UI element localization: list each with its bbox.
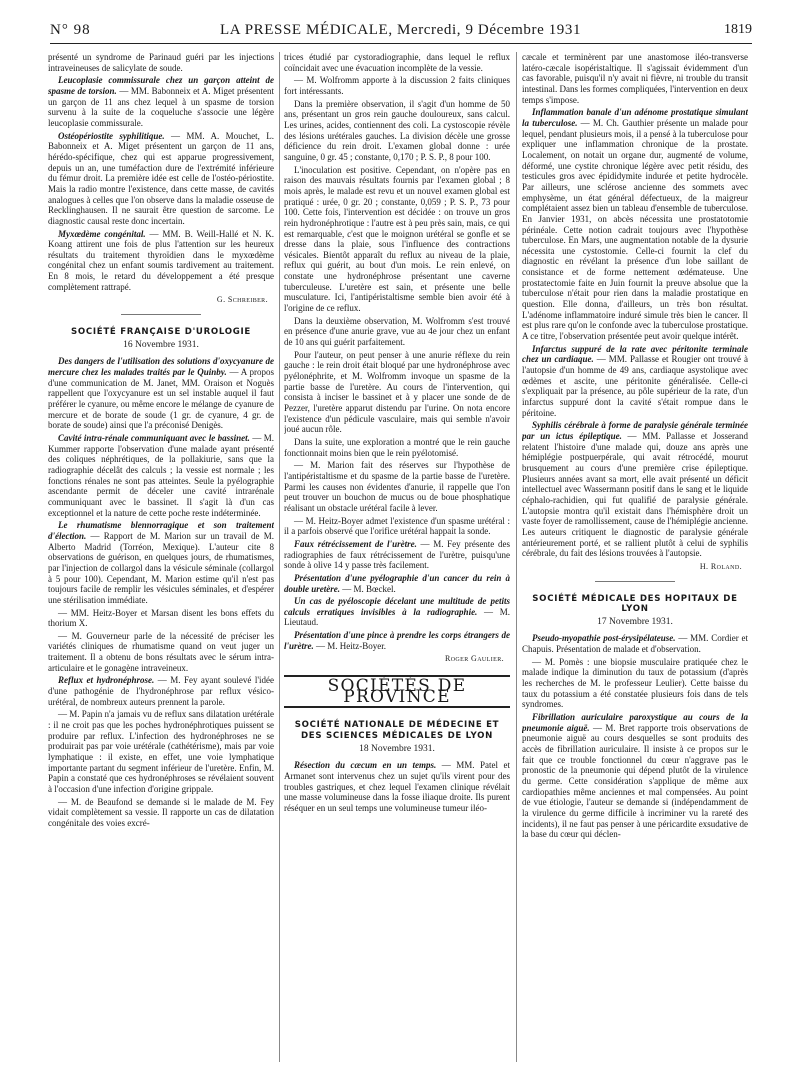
paragraph-body: — M. Bœckel.: [340, 583, 396, 594]
paragraph-body: Dans la première observation, il s'agit d'un homme de 50 ans, présentant un gros rein gauche douloureux, sans calcul. Les urines, acides, contiennent des coli. La cystoscopie révèle des lésions urétérales gauches. La division décèle une grosse déficience du rein droit. L'examen global donne : urée sanguine, 0 gr. 45 ; constante, 0,170 ; P. S. P., 8 pour 100.: [284, 98, 510, 162]
separator-rule: [595, 581, 675, 582]
paragraph: [48, 356, 274, 431]
paragraph-title: Cavité intra-rénale communiquant avec le bassinet.: [58, 433, 250, 443]
paragraph: [284, 52, 510, 73]
paragraph-body: présenté un syndrome de Parinaud guéri par les injections intraveineuses de salicylate de soude.: [48, 52, 274, 73]
paragraph-body: — MM. Heitz-Boyer et Marsan disent les bons effets du thorium X.: [48, 607, 274, 629]
section-banner: SOCIÉTÉS DE PROVINCE: [284, 675, 510, 708]
column-divider: [279, 52, 280, 1062]
paragraph-body: — M. Heitz-Boyer admet l'existence d'un spasme urétéral : il a parfois observé que l'orifice urétéral happait la sonde.: [284, 515, 510, 537]
paragraph-body: — MM. Cordier et Chapuis. Présentation de malade et d'observation.: [522, 633, 748, 655]
paragraph-title: Des dangers de l'utilisation des solutions d'oxycyanure de mercure chez les malades traités par le Quinby.: [48, 356, 274, 378]
paragraph-body: — M. Wolfromm apporte à la discussion 2 faits cliniques fort intéressants.: [284, 75, 510, 96]
paragraph-body: — M. Ch. Gauthier présente un malade pour lequel, pendant plusieurs mois, il a pensé à la tuberculose pour expliquer une inflammation chronique de la prostate. Localement, on notait un organe dur, augmenté de volume, déformé, une cystite chronique légère avec petit résidu, des testicules gros avec épididymite indurée et petite hydrocèle. Par ailleurs, une sclérose ancienne des sommets avec emphysème, un état général défectueux, de la maigreur complétaient assez bien un tableau d'ensemble de tuberculose. En Janvier 1931, on abcès nécessita une prostatotomie périnéale. Cette notion cadrait toujours avec l'hypothèse tuberculose. En Mars, une augmentation notable de la dysurie nécessita une cystostomie. Celle-ci fournit la clef du diagnostic en révélant la présence d'un lobe saillant de consistance et de forme nettement œdémateuse. Une prostatectomie faite en Juin fournit la preuve absolue que la tuberculose n'était pour rien dans la maladie prostatique en question. Elle donna, d'ailleurs, un très bon résultat. L'adénome inflammatoire induré simule très bien le cancer. Il est plus rare qu'on le confonde avec la tuberculose prostatique. A ce titre, l'observation présentée peut avoir quelque intérêt.: [522, 117, 748, 342]
author-signature: G. Schreiber.: [216, 295, 268, 305]
paragraph-title: Pseudo-myopathie post-érysipélateuse.: [532, 633, 676, 644]
paragraph: [284, 460, 510, 513]
paragraph: [522, 633, 748, 654]
paragraph-body: — M. Gouverneur parle de la nécessité de préciser les variétés cliniques de rhumatisme quand on veut juger un traitement. Il a obtenu de bons résultats avec le sérum intra-articulaire et le gonagène intraveineux.: [48, 630, 274, 673]
paragraph-body: trices étudié par cystoradiographie, dans lequel le reflux coïncidait avec une évacuation incomplète de la vessie.: [284, 52, 510, 73]
paragraph: [48, 75, 274, 128]
paragraph-body: — MM. Babonneix et A. Miget présentent un garçon de 11 ans chez lequel à un spasme de torsion survenu à la suite de la coqueluche s'associe une légère leucoplasie commissurale.: [48, 85, 274, 128]
paragraph: [522, 712, 748, 840]
paragraph-body: — M. Kummer rapporte l'observation d'une malade ayant présenté des coliques néphrétiques, de la pollakiurie, sans que la radiographie décelât des calculs ; la vessie est normale ; les fonctions rénales ne sont pas atteintes. Seule la pyélographie ascendante permit de déceler une cavité intrarénale communiquant avec le bassinet. Il s'agit là d'un cas exceptionnel et la nature de cette poche reste indéterminée.: [48, 433, 274, 518]
paragraph: [48, 433, 274, 518]
paragraph-title: Leucoplasie commissurale chez un garçon atteint de spasme de torsion.: [48, 75, 274, 96]
paragraph-title: Faux rétrécissement de l'urètre.: [294, 538, 417, 549]
society-heading: SOCIÉTÉ FRANÇAISE D'UROLOGIE: [71, 327, 251, 338]
paragraph: [284, 596, 510, 628]
paragraph-title: Reflux et hydronéphrose.: [58, 675, 155, 686]
paragraph-body: cæcale et terminèrent par une anastomose iléo-transverse latéro-cæcale isopéristaltique. Il s'agissait évidemment d'un cas favorable, puisqu'il n'y avait ni fièvre, ni trouble du transit intestinal. Dans les formes compliquées, l'intervention en deux temps s'impose.: [522, 52, 748, 105]
paragraph: [522, 420, 748, 559]
paragraph-body: — M. Pomès : une biopsie musculaire pratiquée chez le malade indique la diminution du taux de potassium (d'après les recherches de M. le professeur Leulier). Cette baisse du taux du potassium a été constatée plusieurs fois dans de tels syndromes.: [522, 656, 748, 710]
paragraph-body: — MM. Patel et Armanet sont intervenus chez un sujet qu'ils virent pour des troubles gastriques, et chez lequel l'examen clinique révélait une masse volumineuse dans la fosse iliaque droite. Ils purent réséquer en un seul temps une volumineuse tumeur iléo-: [284, 760, 510, 813]
author-signature: Roger Gaulier.: [444, 654, 504, 664]
paragraph-body: — M. Bret rapporte trois observations de pneumonie aiguë au cours desquelles se sont produits des accès de fibrillation auriculaire. Il insiste à ce propos sur le fait que ce trouble fonctionnel du cœur n'aggrave pas le pronostic de la pneumonie qui dépend plutôt de la virulence du germe. Cette considération s'applique de même aux cardiopathies même anciennes et mal compensées. Au point de vue étiologie, l'auteur se demande si (indépendamment de la virulence du germe difficile à incriminer vu la rareté des incidents), il ne faut pas penser à une péricardite exsudative de la base du cœur qui déclen-: [522, 722, 748, 840]
paragraph: [284, 539, 510, 571]
paragraph-title: Présentation d'une pyélographie d'un cancer du rein à double uretère.: [284, 572, 510, 594]
paragraph: [284, 630, 510, 651]
paragraph: [284, 316, 510, 348]
paragraph: [48, 229, 274, 293]
paragraph: [48, 709, 274, 794]
paragraph: [48, 520, 274, 605]
paragraph-body: — MM. Pallasse et Josserand relatent l'histoire d'une malade qui, douze ans après une hémiplégie postpuerpérale, qui avait rétrocédé, mourut brusquement au cours d'une première crise épileptique. Plusieurs années avant sa mort, elle avait présenté un déficit intellectuel avec Wassermann positif dans le sang et le liquide céphalo-rachidien, qui fut qualifié de paralysie générale. L'autopsie montra qu'il existait dans l'hémisphère droit un vaste foyer de ramollissement, cause de l'hémiplégie ancienne. Les auteurs critiquent le diagnostic de paralysie générale antérieurement porté, et se rallient plutôt à celui de syphilis cérébrale, du fait des lésions trouvées à l'autopsie.: [522, 430, 748, 559]
paragraph-body: — MM. B. Weill-Hallé et N. K. Koang attirent une fois de plus l'attention sur les heureux résultats du traitement thyroïdien dans le myxœdème congénital chez un enfant soumis tardivement au traitement. En 8 mois, le retard du développement a été presque complètement rattrapé.: [48, 228, 274, 292]
author-signature: H. Roland.: [699, 561, 742, 571]
paragraph-body: Dans la suite, une exploration a montré que le rein gauche fonctionnait moins bien que le rein pyélotomisé.: [284, 436, 510, 458]
paragraph-body: — M. Fey ayant soulevé l'idée d'une pathogénie de l'hydronéphrose par reflux vésico-urétéral, de nombreux auteurs prennent la parole.: [48, 675, 274, 707]
society-heading: SOCIÉTÉ MÉDICALE DES HOPITAUX DE LYON: [532, 593, 738, 615]
paragraph: [284, 437, 510, 458]
paragraph-title: Infarctus suppuré de la rate avec péritonite terminale chez un cardiaque.: [522, 343, 748, 365]
column-divider: [516, 52, 517, 1062]
column-3: [522, 52, 748, 1070]
paragraph-body: — M. de Beaufond se demande si le malade de M. Fey vidait complètement sa vessie. Il rapporte un cas de dilatation congénitale des voies excré-: [48, 796, 274, 828]
paragraph-body: — MM. Pallasse et Rougier ont trouvé à l'autopsie d'un homme de 49 ans, cardiaque asystolique avec œdèmes et ascite, une péritonite généralisée. Celle-ci s'expliquait par la présence, au pôle supérieur de la rate, d'un infarctus suppuré dont la cavité s'était rompue dans le péritoine.: [522, 354, 748, 418]
paragraph-body: — M. Heitz-Boyer.: [313, 640, 387, 651]
paragraph: [48, 797, 274, 829]
paragraph-title: Inflammation banale d'un adénome prostatique simulant la tuberculose.: [522, 107, 748, 128]
paragraph: [284, 573, 510, 594]
paragraph: [522, 657, 748, 710]
paragraph-body: — MM. A. Mouchet, L. Babonneix et A. Miget présentent un garçon de 11 ans, hérédo-spécifique, chez qui est apparue progressivement, depuis un an, une tuméfaction dure de l'extrémité inférieure du fémur droit. La première idée est celle de l'ostéo-périostite. Mais la radio montre l'existence, dans cette masse, de cavités analogues à celles que l'on observe dans la maladie osseuse de Recklinghausen. Il ne saurait être question de sarcome. Le diagnostic causal reste donc incertain.: [48, 130, 274, 226]
paragraph: [522, 52, 748, 105]
paragraph-title: Résection du cæcum en un temps.: [294, 760, 437, 771]
paragraph-title: Ostéopériostite syphilitique.: [58, 130, 165, 141]
paragraph-body: — M. Papin n'a jamais vu de reflux sans dilatation urétérale : il ne croit pas que les poches hydronéphrotiques puissent se produire par reflux. L'infection des hydronéphroses ne se produirait pas par voie urétérale (cathétérisme), mais par voie lymphatique : il existe, en effet, une voie lymphatique importante partant du segment inférieur de l'uretère. Enfin, M. Papin a constaté que ces hydronéphroses se révélaient souvent à l'occasion d'une infection d'origine grippale.: [48, 709, 274, 794]
paragraph: [48, 675, 274, 707]
session-date: 17 Novembre 1931.: [597, 616, 673, 627]
paragraph-body: — M. Marion fait des réserves sur l'hypothèse de l'antipéristaltisme et du spasme de la partie basse de l'uretère. Parmi les causes non évidentes d'anurie, il rappelle que l'on peut trouver un bouchon de mucus ou de boue phosphatique réalisant un obstacle urétéral facile à lever.: [284, 460, 510, 513]
page-number: 1819: [724, 22, 752, 37]
paragraph: [284, 516, 510, 537]
paragraph: [284, 99, 510, 163]
separator-rule: [121, 314, 201, 315]
paragraph: [284, 75, 510, 96]
paragraph-title: Myxœdème congénital.: [58, 228, 146, 239]
paragraph: [48, 52, 274, 73]
header-rule: [50, 43, 752, 44]
paragraph-title: Syphilis cérébrale à forme de paralysie générale terminée par un ictus épileptique.: [522, 420, 748, 441]
paragraph: [48, 631, 274, 674]
paragraph-body: L'inoculation est positive. Cependant, on n'opère pas en raison des mauvais résultats fournis par l'examen global ; 8 mois après, le malade est revu et un nouvel examen global est pratiqué : urée, 0 gr. 20 ; constante, 0,059 ; P. S. P., 73 pour 100. Cette fois, l'intervention est décidée : on trouve un gros rein hydronéphrotique : l'autre est à peu près sain, mais, ce qui est remarquable, c'est que le moignon urétéral se gonfle et se dresse dans la plaie, sous l'influence des contractions vésicales. Bientôt apparaît du reflux au niveau de la plaie, reflux qui guérit, au bout d'un mois. Le rein enlevé, on constate une hydronéphrose présentant une caverne tuberculeuse. L'uretère est sain, et présente une belle musculature. Ici, l'antipéristaltisme semble bien avoir été à l'origine de ce reflux.: [284, 164, 510, 314]
column-1: [48, 52, 274, 1070]
paragraph: [522, 107, 748, 341]
paragraph-title: Un cas de pyéloscopie décelant une multitude de petits calculs erratiques invisibles à la radiographie.: [284, 596, 510, 617]
session-date: 16 Novembre 1931.: [123, 339, 199, 350]
paragraph: [522, 344, 748, 419]
paragraph: [48, 131, 274, 227]
paragraph-body: — M. Fey présente des radiographies de faux rétrécissement de l'urètre, puisqu'une sonde à olive 14 y passe très facilement.: [284, 538, 510, 571]
paragraph-body: Pour l'auteur, on peut penser à une anurie réflexe du rein gauche : le rein droit était bloqué par une hydronéphrose avec pyélonéphrite, et M. Wolfromm invoque un spasme de la partie basse de l'uretère. Au cours de l'intervention, qui consista à inciser le bassinet et à y placer une sonde de de Pezzer, l'uretère apparut distendu par l'urine. On nota encore l'existence d'un pédicule vasculaire, mais qui semble n'avoir joué aucun rôle.: [284, 349, 510, 435]
paragraph-title: Présentation d'une pince à prendre les corps étrangers de l'urètre.: [284, 630, 510, 651]
paragraph-title: Fibrillation auriculaire paroxystique au cours de la pneumonie aiguë.: [522, 712, 748, 733]
paragraph-body: — A propos d'une communication de M. Janet, MM. Oraison et Noguès rappellent que l'oxycyanure est un sel instable auquel il faut préférer le cyanure, ou même encore le mélange de cyanure de mercure et de borate de soude (1 gr. de cyanure, 4 gr. de borate de soude) ainsi que l'a préconisé Denigès.: [48, 367, 274, 431]
paragraph-body: Dans la deuxième observation, M. Wolfromm s'est trouvé en présence d'une anurie grave, vue au 4e jour chez un enfant de 10 ans qui guérit parfaitement.: [284, 315, 510, 348]
paragraph-title: Le rhumatisme blennorragique et son traitement d'élection.: [48, 520, 274, 541]
society-heading: SOCIÉTÉ NATIONALE DE MÉDECINE ET DES SCIENCES MÉDICALES DE LYON: [294, 720, 500, 742]
issue-number: N° 98: [50, 22, 91, 38]
column-2: [284, 52, 510, 1070]
paragraph-body: — Rapport de M. Marion sur un travail de M. Alberto Madrid (Torréon, Mexique). L'auteur cite 8 observations de guérison, en quelques jours, de rhumatismes, par l'injection de collargol dans la vésicule séminale (collargol à 5 pour 100). Cependant, M. Marion estime qu'il n'est pas toujours facile de remplir les vésicules séminales, et d'espérer une stérilisation immédiate.: [48, 530, 274, 605]
paragraph-body: — M. Lieutaud.: [284, 606, 510, 628]
paragraph: [48, 608, 274, 629]
paragraph: [284, 760, 510, 813]
page-header: [50, 22, 752, 44]
paragraph: [284, 350, 510, 435]
journal-title: LA PRESSE MÉDICALE, Mercredi, 9 Décembre 1931: [220, 22, 582, 38]
paragraph: [284, 165, 510, 314]
session-date: 18 Novembre 1931.: [359, 743, 435, 754]
